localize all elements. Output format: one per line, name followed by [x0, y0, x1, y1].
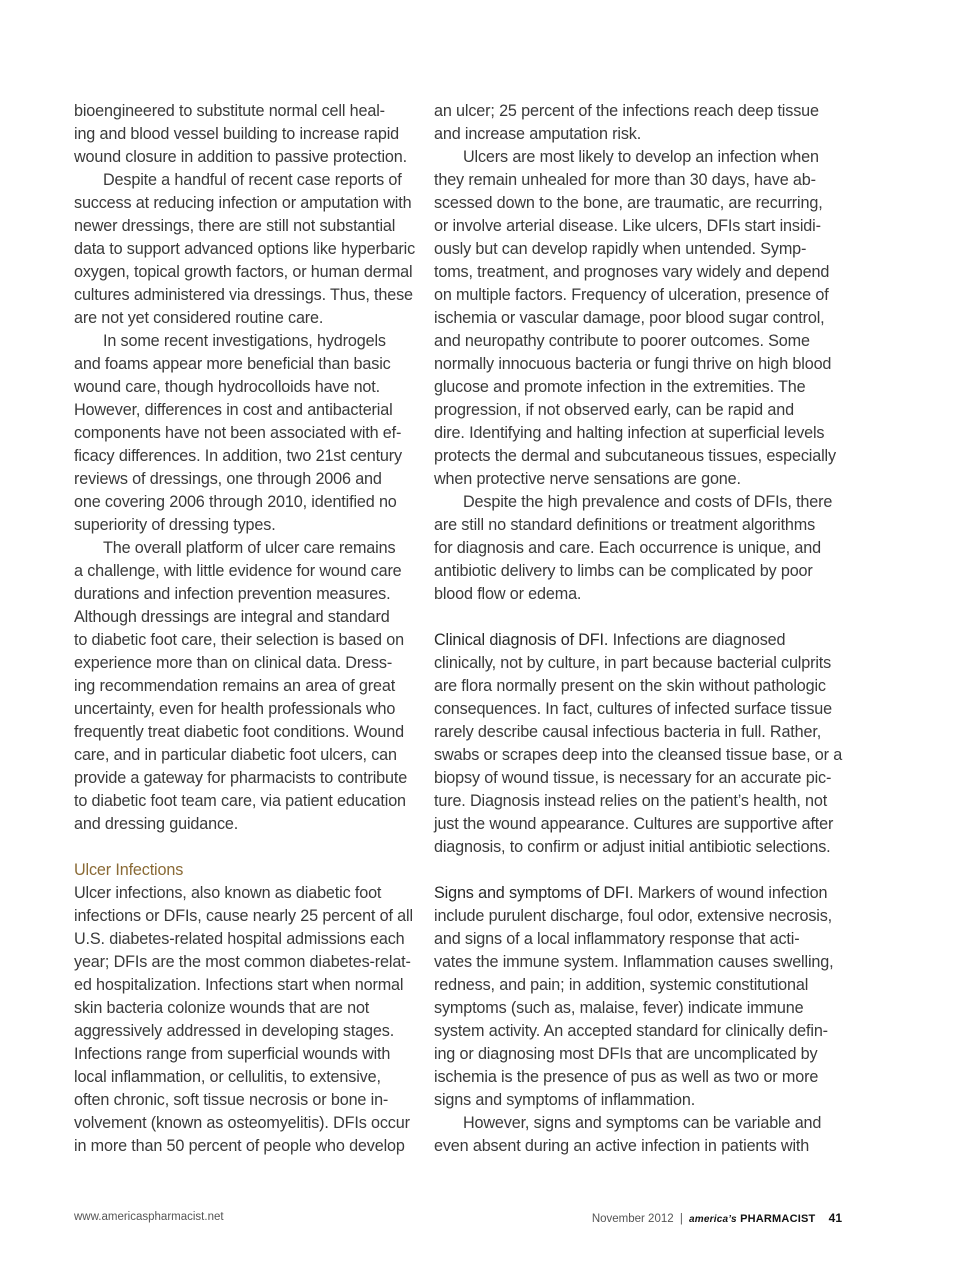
magazine-logo: america’s PHARMACIST — [689, 1213, 816, 1225]
body-text-line: when protective nerve sensations are gone. — [434, 470, 741, 488]
body-text: Infections are diagnosed — [608, 631, 786, 649]
body-text-line: durations and infection prevention measures. — [74, 585, 391, 603]
body-text-line: just the wound appearance. Cultures are supportive after — [434, 815, 834, 833]
body-text-line: an ulcer; 25 percent of the infections reach deep tissue — [434, 102, 819, 120]
body-text-line: dire. Identifying and halting infection at superficial levels — [434, 424, 825, 442]
body-text-line: and signs of a local inflammatory response that acti- — [434, 930, 800, 948]
body-text-line: ing recommendation remains an area of great — [74, 677, 396, 695]
paragraph-gap — [434, 606, 846, 629]
body-text-line: ischemia is the presence of pus as well as two or more — [434, 1068, 819, 1086]
body-text-line: swabs or scrapes deep into the cleansed tissue base, or a — [434, 746, 843, 764]
body-text-line: ed hospitalization. Infections start when normal — [74, 976, 404, 994]
body-text-line: rarely describe causal infectious bacteria in full. Rather, — [434, 723, 822, 741]
body-text-line: ing and blood vessel building to increase rapid — [74, 125, 400, 143]
left-column — [74, 100, 420, 1158]
body-text-line: signs and symptoms of inflammation. — [434, 1091, 696, 1109]
body-text-line: and neuropathy contribute to poorer outcomes. Some — [434, 332, 810, 350]
body-text-line: However, differences in cost and antibacterial — [74, 401, 393, 419]
run-in-heading: Signs and symptoms of DFI. — [434, 884, 634, 902]
body-text-line: Ulcer infections, also known as diabetic foot — [74, 884, 382, 902]
page-number: 41 — [828, 1211, 842, 1225]
footer-url[interactable]: www.americaspharmacist.net — [74, 1211, 224, 1223]
body-text-line: ously but can develop rapidly when untended. Symp- — [434, 240, 807, 258]
body-text-line: experience more than on clinical data. Dress- — [74, 654, 393, 672]
body-text-line: data to support advanced options like hyperbaric — [74, 240, 416, 258]
body-text: Markers of wound infection — [633, 884, 828, 902]
body-text-line: on multiple factors. Frequency of ulceration, presence of — [434, 286, 829, 304]
body-text-line: one covering 2006 through 2010, identified no — [74, 493, 397, 511]
body-text-line: components have not been associated with ef- — [74, 424, 402, 442]
body-text-line: glucose and promote infection in the extremities. The — [434, 378, 806, 396]
body-text-line: ischemia or vascular damage, poor blood sugar control, — [434, 309, 825, 327]
body-text-line: include purulent discharge, foul odor, extensive necrosis, — [434, 907, 833, 925]
body-text-line: Despite the high prevalence and costs of DFIs, there — [463, 493, 833, 511]
body-text-line: protects the dermal and subcutaneous tissues, especially — [434, 447, 836, 465]
body-text-line: a challenge, with little evidence for wound care — [74, 562, 402, 580]
run-in-heading-line — [434, 629, 846, 652]
body-text-line: volvement (known as osteomyelitis). DFIs occur — [74, 1114, 410, 1132]
body-text-line: care, and in particular diabetic foot ulcers, can — [74, 746, 397, 764]
body-text-line: Although dressings are integral and standard — [74, 608, 390, 626]
body-text-line: frequently treat diabetic foot conditions. Wound — [74, 723, 404, 741]
body-text-line: local inflammation, or cellulitis, to extensive, — [74, 1068, 381, 1086]
body-text-line: and increase amputation risk. — [434, 125, 642, 143]
body-text-line: U.S. diabetes-related hospital admissions each — [74, 930, 405, 948]
body-text-line: oxygen, topical growth factors, or human dermal — [74, 263, 413, 281]
body-text-line: newer dressings, there are still not substantial — [74, 217, 396, 235]
body-text-line: to diabetic foot care, their selection is based on — [74, 631, 404, 649]
body-text-line: in more than 50 percent of people who develop — [74, 1137, 405, 1155]
body-text-line: antibiotic delivery to limbs can be complicated by poor — [434, 562, 813, 580]
body-text-line: symptoms (such as, malaise, fever) indicate immune — [434, 999, 804, 1017]
body-text-line: even absent during an active infection in patients with — [434, 1137, 810, 1155]
issue-date: November 2012 — [591, 1213, 674, 1225]
footer-folio — [592, 1211, 842, 1225]
run-in-heading-line — [434, 882, 846, 905]
body-text-line: vates the immune system. Inflammation causes swelling, — [434, 953, 834, 971]
body-text-line: ing or diagnosing most DFIs that are uncomplicated by — [434, 1045, 818, 1063]
body-text-line: infections or DFIs, cause nearly 25 percent of all — [74, 907, 413, 925]
body-text-line: are not yet considered routine care. — [74, 309, 324, 327]
body-text-line: diagnosis, to confirm or adjust initial antibiotic selections. — [434, 838, 831, 856]
body-text-line: scessed down to the bone, are traumatic, are recurring, — [434, 194, 823, 212]
body-text-line: year; DFIs are the most common diabetes-relat- — [74, 953, 411, 971]
body-text-line: reviews of dressings, one through 2006 and — [74, 470, 382, 488]
body-text-line: success at reducing infection or amputation with — [74, 194, 412, 212]
body-text-line: to diabetic foot team care, via patient education — [74, 792, 406, 810]
run-in-heading: Clinical diagnosis of DFI. — [434, 631, 609, 649]
body-text-line: toms, treatment, and prognoses vary widely and depend — [434, 263, 830, 281]
paragraph-gap — [434, 859, 846, 882]
body-text-line: consequences. In fact, cultures of infected surface tissue — [434, 700, 833, 718]
body-text-line: cultures administered via dressings. Thus, these — [74, 286, 413, 304]
body-text-line: and dressing guidance. — [74, 815, 239, 833]
body-text-line: normally innocuous bacteria or fungi thrive on high blood — [434, 355, 832, 373]
body-text-line: Infections range from superficial wounds with — [74, 1045, 391, 1063]
body-text-line: wound care, though hydrocolloids have not. — [74, 378, 380, 396]
body-text-line: ture. Diagnosis instead relies on the patient’s health, not — [434, 792, 828, 810]
paragraph-gap — [74, 836, 420, 859]
body-text-line: In some recent investigations, hydrogels — [103, 332, 386, 350]
body-text-line: blood flow or edema. — [434, 585, 582, 603]
body-text-line: are flora normally present on the skin without pathologic — [434, 677, 826, 695]
section-heading: Ulcer Infections — [74, 861, 184, 879]
body-text-line: uncertainty, even for health professionals who — [74, 700, 396, 718]
body-text-line: However, signs and symptoms can be variable and — [463, 1114, 822, 1132]
body-text-line: Despite a handful of recent case reports of — [103, 171, 402, 189]
body-text-line: often chronic, soft tissue necrosis or bone in- — [74, 1091, 389, 1109]
right-column — [434, 100, 846, 1158]
body-text-line: provide a gateway for pharmacists to contribute — [74, 769, 408, 787]
footer-separator: | — [679, 1213, 683, 1225]
body-text-line: aggressively addressed in developing stages. — [74, 1022, 395, 1040]
body-text-line: or involve arterial disease. Like ulcers, DFIs start insidi- — [434, 217, 821, 235]
body-text-line: bioengineered to substitute normal cell heal- — [74, 102, 385, 120]
body-text-line: progression, if not observed early, can be rapid and — [434, 401, 794, 419]
body-text-line: are still no standard definitions or treatment algorithms — [434, 516, 816, 534]
body-text-line: and foams appear more beneficial than basic — [74, 355, 391, 373]
body-text-line: ficacy differences. In addition, two 21st century — [74, 447, 402, 465]
body-text-line: superiority of dressing types. — [74, 516, 276, 534]
body-text-line: redness, and pain; in addition, systemic constitutional — [434, 976, 809, 994]
body-text-line: The overall platform of ulcer care remains — [103, 539, 396, 557]
body-text-line: skin bacteria colonize wounds that are not — [74, 999, 370, 1017]
body-text-line: biopsy of wound tissue, is necessary for an accurate pic- — [434, 769, 832, 787]
body-text-line: wound closure in addition to passive protection. — [74, 148, 407, 166]
body-text-line: system activity. An accepted standard for clinically defin- — [434, 1022, 828, 1040]
body-text-line: they remain unhealed for more than 30 days, have ab- — [434, 171, 816, 189]
body-text-line: for diagnosis and care. Each occurrence is unique, and — [434, 539, 821, 557]
body-text-line: Ulcers are most likely to develop an infection when — [463, 148, 819, 166]
body-text-line: clinically, not by culture, in part because bacterial culprits — [434, 654, 832, 672]
